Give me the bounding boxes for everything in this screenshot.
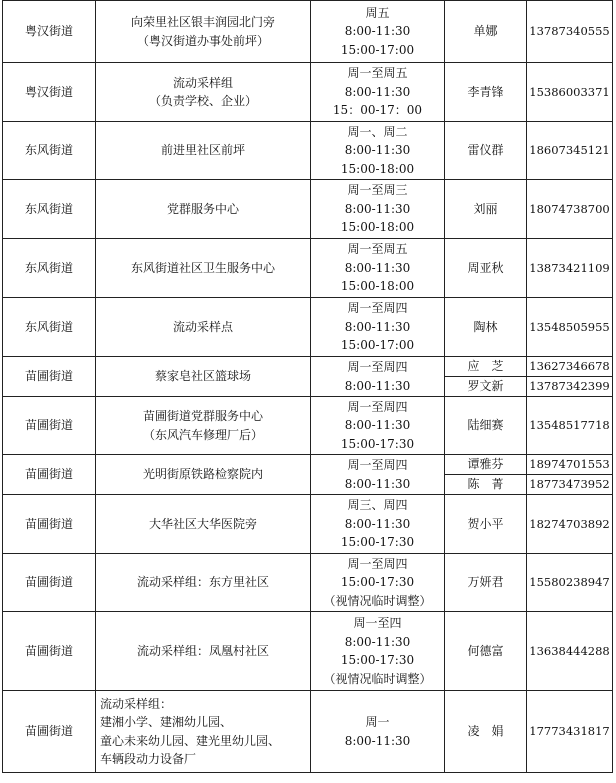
street-cell: 苗圃街道 [3, 612, 96, 691]
time-cell [311, 612, 445, 691]
location-cell [96, 612, 311, 691]
time-line: 8:00-11:30 [344, 260, 411, 275]
location-line: 东风街道社区卫生服务中心 [130, 260, 275, 275]
contact-name: 何德富 [445, 612, 527, 691]
time-line: 周一至四 [353, 616, 402, 630]
time-line: 周一至周四 [347, 556, 408, 571]
time-line: 周一至周三 [347, 183, 408, 198]
time-cell [311, 180, 445, 239]
street-cell: 粤汉街道 [3, 1, 96, 63]
time-cell [311, 397, 445, 455]
time-cell [311, 455, 445, 495]
table-row [3, 397, 613, 455]
table-row [3, 180, 613, 239]
contact-name: 万妍君 [445, 554, 527, 612]
contact-name: 周亚秋 [445, 239, 527, 298]
location-cell [96, 298, 311, 357]
time-line: 周五 [365, 5, 390, 20]
location-cell [96, 239, 311, 298]
location-line: 前进里社区前坪 [160, 143, 245, 158]
time-line: 15:00-17:30 [340, 653, 415, 667]
location-line: （粤汉街道办事处前坪） [136, 33, 269, 48]
location-cell [96, 554, 311, 612]
street-cell: 东风街道 [3, 239, 96, 298]
time-line: 8:00-11:30 [344, 516, 411, 531]
location-line: 流动采样组 [172, 75, 233, 90]
location-line: 党群服务中心 [166, 201, 239, 216]
contact-name: 罗文新 [445, 377, 527, 397]
time-line: 15:00-17:00 [340, 338, 415, 353]
street-cell: 苗圃街道 [3, 397, 96, 455]
location-line: 流动采样组： [100, 696, 173, 711]
time-line: 8:00-11:30 [344, 319, 411, 334]
street-cell: 苗圃街道 [3, 691, 96, 773]
street-cell: 苗圃街道 [3, 554, 96, 612]
time-cell [311, 63, 445, 122]
contact-phone: 15580238947 [527, 554, 613, 612]
time-line: 8:00-11:30 [344, 378, 411, 393]
contact-name: 谭雅芬 [445, 455, 527, 475]
time-line: 周一至周五 [347, 242, 408, 257]
table-row [3, 1, 613, 63]
location-line: 大华社区大华医院旁 [148, 516, 257, 531]
location-line: （东风汽车修理厂后） [142, 427, 263, 442]
time-cell [311, 691, 445, 773]
table-row [3, 357, 613, 377]
location-cell [96, 455, 311, 495]
time-line: 15:00-18:00 [340, 279, 415, 294]
time-line: 8:00-11:30 [344, 201, 411, 216]
time-line: 8:00-11:30 [344, 24, 411, 39]
time-line: 8:00-11:30 [344, 634, 411, 649]
time-line: 15:00-17:30 [340, 535, 415, 550]
contact-name: 贺小平 [445, 495, 527, 554]
location-cell [96, 397, 311, 455]
time-line: 周一至周五 [347, 66, 408, 81]
time-cell [311, 357, 445, 397]
contact-phone: 13873421109 [527, 239, 613, 298]
table-row [3, 554, 613, 612]
time-line: 15:00-17:00 [340, 42, 415, 57]
time-cell [311, 495, 445, 554]
location-line: 向荣里社区银丰润园北门旁 [130, 15, 275, 29]
location-line: 苗圃街道党群服务中心 [142, 409, 263, 423]
contact-phone: 18607345121 [527, 122, 613, 180]
time-line: 周一、周二 [347, 124, 408, 139]
time-line: 周一至周四 [347, 301, 408, 316]
street-cell: 东风街道 [3, 122, 96, 180]
table-body [3, 1, 613, 773]
location-line: （负责学校、企业） [148, 94, 257, 108]
location-cell [96, 495, 311, 554]
time-line: 周一至周四 [347, 360, 408, 374]
location-cell [96, 122, 311, 180]
location-cell [96, 180, 311, 239]
time-line: 周一至周四 [347, 399, 408, 414]
location-line: 光明街原铁路检察院内 [142, 467, 263, 482]
contact-name: 李青锋 [445, 63, 527, 122]
table-row [3, 63, 613, 122]
contact-name: 陶林 [445, 298, 527, 357]
time-line: 15：00-17：00 [332, 103, 423, 118]
time-line: 8:00-11:30 [344, 84, 411, 99]
time-line: 8:00-11:30 [344, 418, 411, 433]
time-line: 周三、周四 [347, 498, 408, 513]
time-line: 15:00-17:30 [340, 575, 415, 590]
time-cell [311, 554, 445, 612]
street-cell: 苗圃街道 [3, 357, 96, 397]
contact-phone: 17773431817 [527, 691, 613, 773]
table-row [3, 612, 613, 691]
location-cell [96, 1, 311, 63]
location-line: 车辆段动力设备厂 [100, 752, 197, 766]
contact-name: 应 芝 [445, 357, 527, 377]
contact-phone: 13787340555 [527, 1, 613, 63]
time-cell [311, 1, 445, 63]
contact-phone: 13548505955 [527, 298, 613, 357]
contact-phone: 13548517718 [527, 397, 613, 455]
time-line: 周一至周四 [347, 458, 408, 472]
location-line: 流动采样组：东方里社区 [136, 575, 269, 590]
time-line: 15:00-18:00 [340, 161, 415, 176]
time-cell [311, 239, 445, 298]
contact-phone: 13787342399 [527, 377, 613, 397]
time-line: 8:00-11:30 [344, 733, 411, 748]
location-line: 流动采样点 [172, 319, 233, 334]
location-line: 建湘小学、建湘幼儿园、 [100, 715, 233, 729]
time-line: 周一 [365, 715, 390, 729]
contact-phone: 15386003371 [527, 63, 613, 122]
contact-phone: 13627346678 [527, 357, 613, 377]
contact-phone: 13638444288 [527, 612, 613, 691]
table-row [3, 122, 613, 180]
street-cell: 苗圃街道 [3, 455, 96, 495]
contact-name: 刘丽 [445, 180, 527, 239]
location-line: 流动采样组：凤凰村社区 [136, 643, 269, 658]
time-line: 15:00-18:00 [340, 220, 415, 235]
contact-phone: 18974701553 [527, 455, 613, 475]
time-line: 15:00-17:30 [340, 436, 415, 451]
time-line: （视情况临时调整） [323, 671, 432, 686]
street-cell: 东风街道 [3, 298, 96, 357]
contact-name: 陈 菁 [445, 475, 527, 495]
table-row [3, 495, 613, 554]
contact-name: 单娜 [445, 1, 527, 63]
street-cell: 苗圃街道 [3, 495, 96, 554]
table-row [3, 691, 613, 773]
table-row [3, 298, 613, 357]
sampling-schedule-table [2, 0, 613, 773]
contact-name: 雷仪群 [445, 122, 527, 180]
location-cell [96, 691, 311, 773]
table-row [3, 239, 613, 298]
time-line: 8:00-11:30 [344, 143, 411, 158]
contact-phone: 18773473952 [527, 475, 613, 495]
table-row [3, 455, 613, 475]
location-line: 童心未来幼儿园、建光里幼儿园、 [100, 733, 281, 748]
location-cell [96, 63, 311, 122]
time-cell [311, 122, 445, 180]
time-cell [311, 298, 445, 357]
contact-phone: 18274703892 [527, 495, 613, 554]
street-cell: 粤汉街道 [3, 63, 96, 122]
contact-name: 凌 娟 [445, 691, 527, 773]
location-line: 蔡家皂社区篮球场 [154, 369, 251, 384]
contact-name: 陆细赛 [445, 397, 527, 455]
contact-phone: 18074738700 [527, 180, 613, 239]
time-line: 8:00-11:30 [344, 476, 411, 491]
street-cell: 东风街道 [3, 180, 96, 239]
time-line: （视情况临时调整） [323, 593, 432, 608]
location-cell [96, 357, 311, 397]
